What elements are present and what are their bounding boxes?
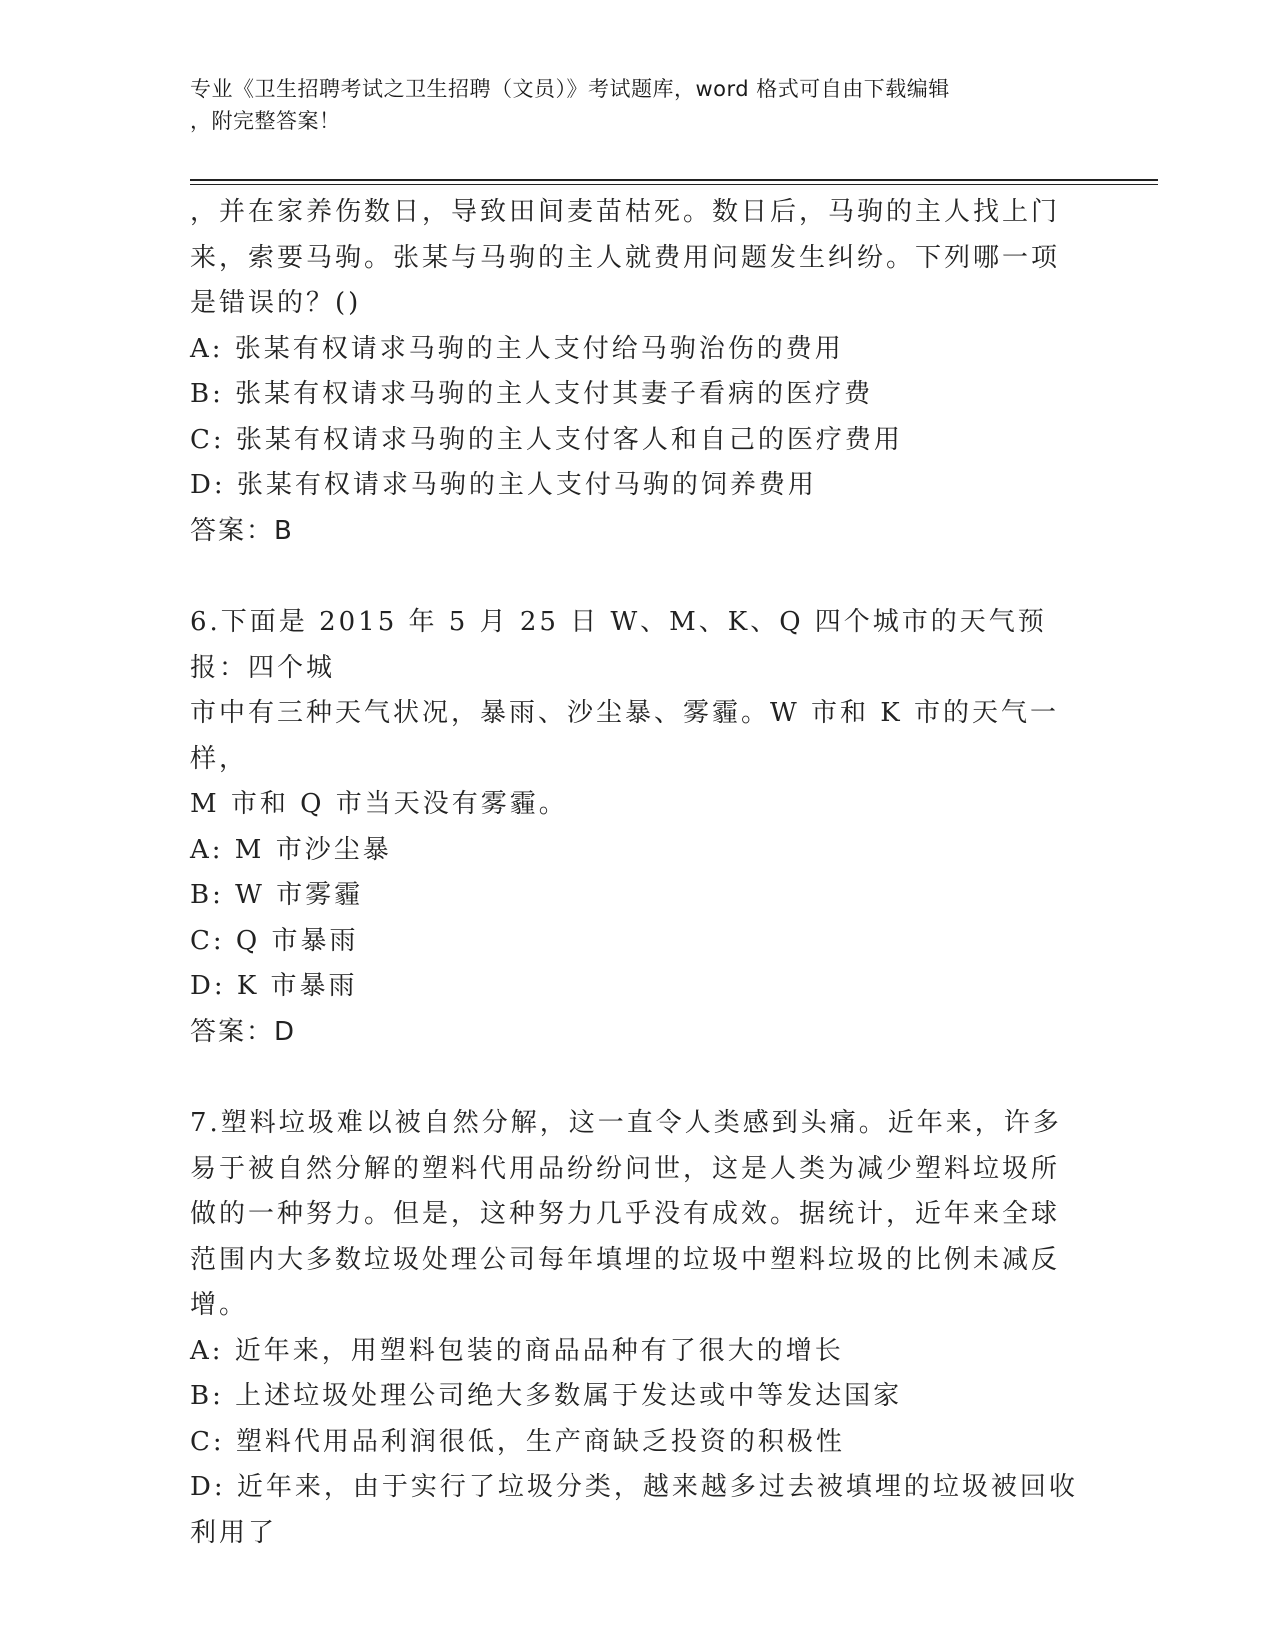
question-text-line: 做的一种努力。但是，这种努力几乎没有成效。据统计，近年来全球 xyxy=(190,1199,1061,1229)
option-b: B: W 市雾霾 xyxy=(190,880,364,910)
option-c: C: Q 市暴雨 xyxy=(190,925,359,956)
answer-label: 答案：D xyxy=(190,1016,297,1047)
option-d: D: 张某有权请求马驹的主人支付马驹的饲养费用 xyxy=(190,470,817,500)
question-text-line: 来，索要马驹。张某与马驹的主人就费用问题发生纠纷。下列哪一项 xyxy=(190,242,1061,273)
question-5 xyxy=(190,190,1090,554)
option-d: D: K 市暴雨 xyxy=(190,971,358,1001)
question-text-line: 增。 xyxy=(190,1290,249,1320)
option-a: A: M 市沙尘暴 xyxy=(190,834,392,865)
question-7 xyxy=(190,1101,1090,1556)
header-rule-thick xyxy=(190,179,1158,181)
spacer xyxy=(190,1055,1090,1101)
question-text-line: 市中有三种天气状况，暴雨、沙尘暴、雾霾。W 市和 K 市的天气一样， xyxy=(190,698,1059,774)
option-b: B: 上述垃圾处理公司绝大多数属于发达或中等发达国家 xyxy=(190,1381,903,1411)
document-header xyxy=(190,73,1090,137)
question-text-line: 是错误的？() xyxy=(190,288,362,318)
question-text-line: 范围内大多数垃圾处理公司每年填埋的垃圾中塑料垃圾的比例未减反 xyxy=(190,1244,1061,1275)
question-text-line: 6.下面是 2015 年 5 月 25 日 W、M、K、Q 四个城市的天气预报：四个城 xyxy=(190,607,1047,683)
spacer xyxy=(190,554,1090,600)
option-d: D: 近年来，由于实行了垃圾分类，越来越多过去被填埋的垃圾被回收 xyxy=(190,1472,1078,1502)
document-body xyxy=(190,190,1090,1556)
option-d-continued: 利用了 xyxy=(190,1517,278,1548)
option-a: A: 张某有权请求马驹的主人支付给马驹治伤的费用 xyxy=(190,333,844,364)
header-line-2: ，附完整答案！ xyxy=(190,109,341,133)
option-a: A: 近年来，用塑料包装的商品品种有了很大的增长 xyxy=(190,1335,844,1366)
question-6 xyxy=(190,600,1090,1055)
header-line-1: 专业《卫生招聘考试之卫生招聘（文员）》考试题库，word 格式可自由下载编辑 xyxy=(190,77,950,101)
question-text-line: M 市和 Q 市当天没有雾霾。 xyxy=(190,789,568,819)
option-b: B: 张某有权请求马驹的主人支付其妻子看病的医疗费 xyxy=(190,379,874,409)
option-c: C: 塑料代用品利润很低，生产商缺乏投资的积极性 xyxy=(190,1426,845,1457)
question-text-line: ，并在家养伤数日，导致田间麦苗枯死。数日后，马驹的主人找上门 xyxy=(190,197,1061,227)
header-rule-thin xyxy=(190,184,1158,185)
answer-label: 答案：B xyxy=(190,515,294,546)
option-c: C: 张某有权请求马驹的主人支付客人和自己的医疗费用 xyxy=(190,424,903,455)
question-text-line: 7.塑料垃圾难以被自然分解，这一直令人类感到头痛。近年来，许多 xyxy=(190,1108,1062,1138)
question-text-line: 易于被自然分解的塑料代用品纷纷问世，这是人类为减少塑料垃圾所 xyxy=(190,1153,1061,1184)
